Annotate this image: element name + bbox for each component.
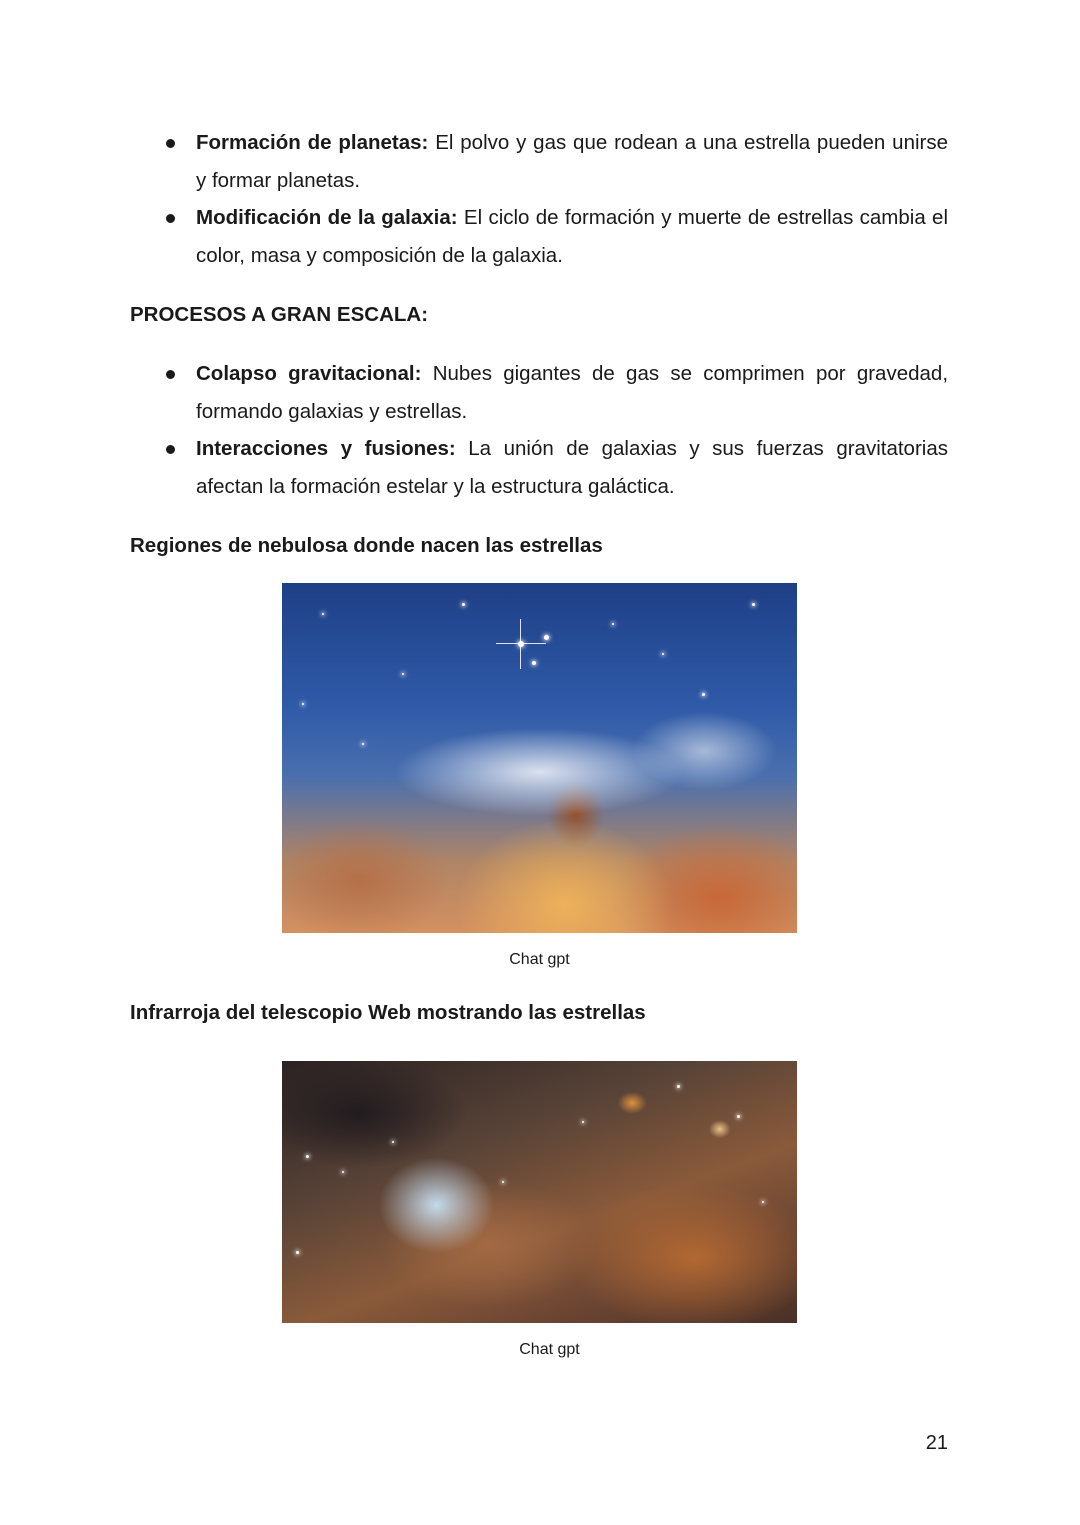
bullet-icon (166, 214, 175, 223)
infrared-nebula-image (282, 1061, 797, 1323)
figure-heading: Infrarroja del telescopio Web mostrando las estrellas (130, 1001, 646, 1024)
star-icon (362, 743, 364, 745)
bullet-icon (166, 445, 175, 454)
bullet-text: Nubes gigantes de gas se comprimen por gravedad, formando galaxias y estrellas. (196, 362, 949, 423)
star-icon (762, 1201, 764, 1203)
star-icon (662, 653, 664, 655)
bullet-icon (166, 139, 175, 148)
bullet-item (130, 430, 948, 505)
bullet-item (130, 199, 948, 274)
star-flare (496, 643, 546, 644)
bullet-item (130, 124, 948, 199)
star-icon (702, 693, 705, 696)
star-icon (502, 1181, 504, 1183)
bullet-term: Formación de planetas: (196, 131, 429, 154)
bullet-term: Colapso gravitacional: (196, 362, 422, 385)
star-icon (737, 1115, 740, 1118)
star-icon (306, 1155, 309, 1158)
star-icon (518, 641, 524, 647)
star-icon (402, 673, 404, 675)
nebula-image (282, 583, 797, 933)
star-icon (392, 1141, 394, 1143)
bullet-text: El ciclo de formación y muerte de estrellas cambia el color, masa y composición de la galaxia. (196, 206, 949, 267)
bullet-item (130, 355, 948, 430)
star-icon (752, 603, 755, 606)
star-icon (532, 661, 536, 665)
page-number: 21 (925, 1432, 948, 1454)
star-icon (612, 623, 614, 625)
bullet-term: Modificación de la galaxia: (196, 206, 458, 229)
bullet-term: Interacciones y fusiones: (196, 437, 456, 460)
section-heading: PROCESOS A GRAN ESCALA: (130, 303, 429, 326)
star-icon (544, 635, 549, 640)
star-icon (462, 603, 465, 606)
star-icon (582, 1121, 584, 1123)
figure-caption: Chat gpt (519, 1341, 580, 1358)
bullet-icon (166, 370, 175, 379)
bullet-text: El polvo y gas que rodean a una estrella pueden unirse y formar planetas. (196, 131, 948, 192)
star-icon (322, 613, 324, 615)
star-icon (677, 1085, 680, 1088)
star-icon (342, 1171, 344, 1173)
star-flare (520, 619, 521, 669)
star-icon (302, 703, 304, 705)
figure-heading: Regiones de nebulosa donde nacen las estrellas (130, 534, 603, 557)
bullet-list-large-scale (130, 355, 948, 505)
bullet-text: La unión de galaxias y sus fuerzas gravitatorias afectan la formación estelar y la estructura galáctica. (196, 437, 948, 498)
figure-caption: Chat gpt (509, 951, 570, 968)
star-icon (296, 1251, 299, 1254)
bullet-list-star-effects (130, 124, 948, 274)
